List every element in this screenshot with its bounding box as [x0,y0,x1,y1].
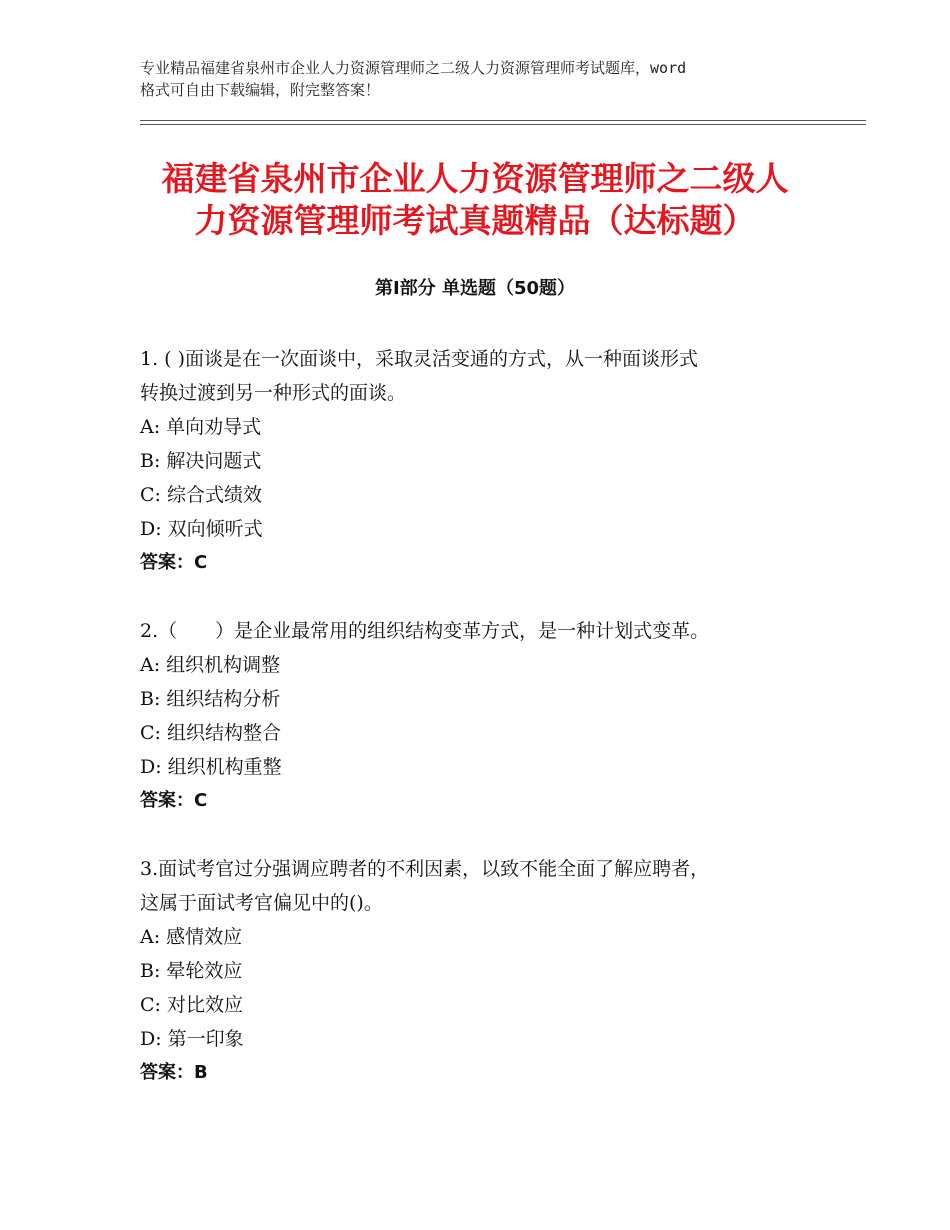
document-title-line: 力资源管理师考试真题精品（达标题） [194,201,756,240]
answer-label: 答案：C [140,552,208,573]
question-text: 3.面试考官过分强调应聘者的不利因素，以致不能全面了解应聘者， [140,858,710,880]
option-c: C: 对比效应 [140,994,243,1016]
question-list [140,342,830,1124]
question-text: 这属于面试考官偏见中的()。 [140,892,383,914]
option-c: C: 组织结构整合 [140,722,281,744]
option-a: A: 感情效应 [140,926,243,948]
header-divider [140,120,866,121]
option-b: B: 组织结构分析 [140,688,281,710]
question-text: 2.（ ）是企业最常用的组织结构变革方式，是一种计划式变革。 [140,620,710,642]
answer-label: 答案：C [140,790,208,811]
header-note-line: 格式可自由下载编辑，附完整答案！ [140,81,381,99]
question-3 [140,852,830,1090]
option-b: B: 解决问题式 [140,450,262,472]
header-note-line: 专业精品福建省泉州市企业人力资源管理师之二级人力资源管理师考试题库，word [140,59,687,77]
answer-label: 答案：B [140,1062,208,1083]
option-d: D: 双向倾听式 [140,518,263,540]
option-b: B: 晕轮效应 [140,960,243,982]
section-title: 第Ⅰ部分 单选题（50题） [374,278,575,299]
question-1 [140,342,830,580]
document-title-line: 福建省泉州市企业人力资源管理师之二级人 [161,159,789,198]
option-d: D: 组织机构重整 [140,756,282,778]
document-title [100,158,850,242]
question-text: 转换过渡到另一种形式的面谈。 [140,382,407,404]
option-c: C: 综合式绩效 [140,484,262,506]
option-a: A: 单向劝导式 [140,416,262,438]
header-divider [140,124,866,125]
question-2 [140,614,830,818]
header-note [140,57,830,101]
option-a: A: 组织机构调整 [140,654,281,676]
question-text: 1. ( )面谈是在一次面谈中，采取灵活变通的方式，从一种面谈形式 [140,348,699,370]
option-d: D: 第一印象 [140,1028,244,1050]
